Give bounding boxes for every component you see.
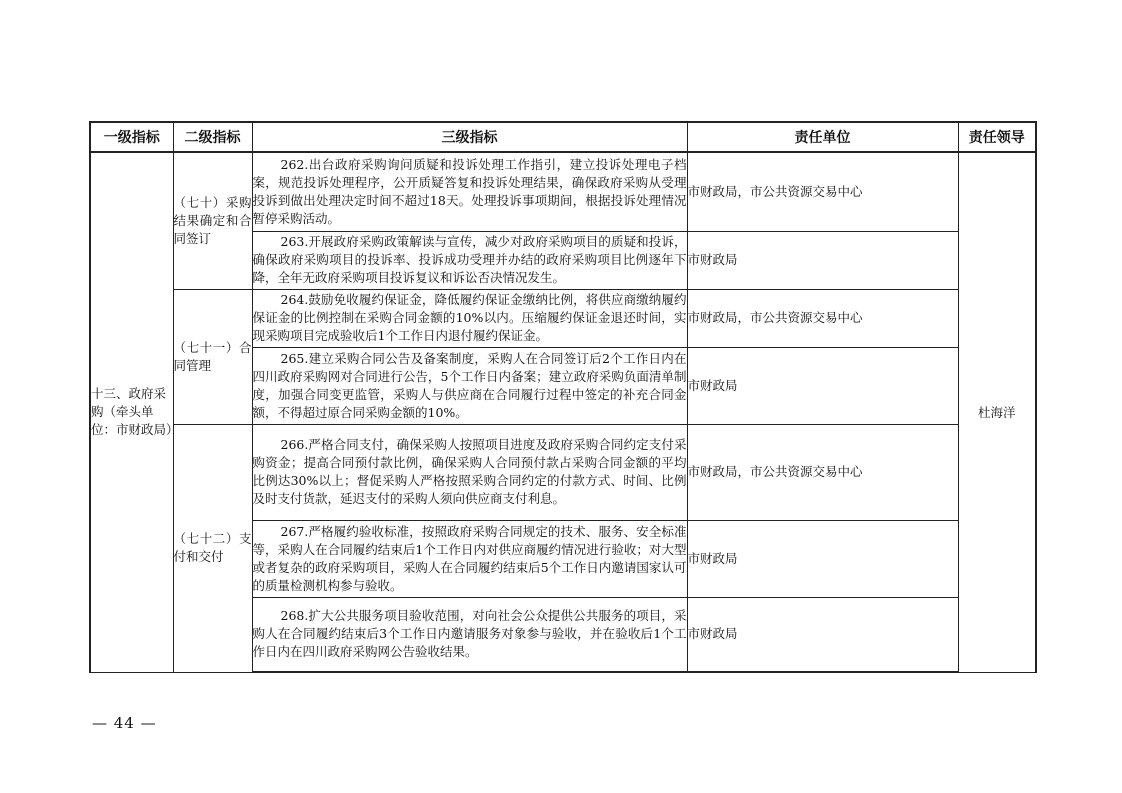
- table-row: [90, 152, 1036, 231]
- responsible-unit: 市财政局: [687, 231, 958, 289]
- page-number: — 44 —: [92, 714, 157, 732]
- header-row: [90, 122, 1036, 152]
- level2-indicator: （七十）采购结果确定和合同签订: [173, 152, 252, 289]
- responsible-leader: 杜海洋: [958, 152, 1036, 672]
- responsible-unit: 市财政局，市公共资源交易中心: [687, 289, 958, 347]
- header-responsible-unit: 责任单位: [687, 122, 958, 152]
- level2-indicator: （七十二）支付和交付: [173, 424, 252, 672]
- level3-indicator: 265.建立采购合同公告及备案制度，采购人在合同签订后2个工作日内在四川政府采购网对合同进行公告，5个工作日内备案；建立政府采购负面清单制度，加强合同变更监管，采购人与供应商在合同履行过程中签定的补充合同金额，不得超过原合同采购金额的10%。: [252, 347, 687, 424]
- responsible-unit: 市财政局，市公共资源交易中心: [687, 424, 958, 520]
- table-row: [90, 424, 1036, 520]
- header-level3: 三级指标: [252, 122, 687, 152]
- level3-indicator: 266.严格合同支付，确保采购人按照项目进度及政府采购合同约定支付采购资金；提高合同预付款比例，确保采购人合同预付款占采购合同金额的平均比例达30%以上；督促采购人严格按照采购合同约定的付款方式、时间、比例及时支付货款，延迟支付的采购人须向供应商支付利息。: [252, 424, 687, 520]
- level3-indicator: 264.鼓励免收履约保证金，降低履约保证金缴纳比例，将供应商缴纳履约保证金的比例控制在采购合同金额的10%以内。压缩履约保证金退还时间，实现采购项目完成验收后1个工作日内退付履约保证金。: [252, 289, 687, 347]
- table-row: [90, 289, 1036, 347]
- level3-indicator: 262.出台政府采购询问质疑和投诉处理工作指引，建立投诉处理电子档案，规范投诉处理程序，公开质疑答复和投诉处理结果，确保政府采购从受理投诉到做出处理决定时间不超过18天。处理投诉事项期间，根据投诉处理情况暂停采购活动。: [252, 152, 687, 231]
- indicator-table: [89, 121, 1037, 673]
- responsible-unit: 市财政局: [687, 520, 958, 597]
- level3-indicator: 263.开展政府采购政策解读与宣传，减少对政府采购项目的质疑和投诉，确保政府采购项目的投诉率、投诉成功受理并办结的政府采购项目比例逐年下降，全年无政府采购项目投诉复议和诉讼否决情况发生。: [252, 231, 687, 289]
- header-level1: 一级指标: [90, 122, 173, 152]
- header-level2: 二级指标: [173, 122, 252, 152]
- level3-indicator: 267.严格履约验收标准，按照政府采购合同规定的技术、服务、安全标准等，采购人在合同履约结束后1个工作日内对供应商履约情况进行验收；对大型或者复杂的政府采购项目，采购人在合同履约结束后5个工作日内邀请国家认可的质量检测机构参与验收。: [252, 520, 687, 597]
- responsible-unit: 市财政局，市公共资源交易中心: [687, 152, 958, 231]
- level1-indicator: 十三、政府采购（牵头单位：市财政局）: [90, 152, 173, 672]
- header-responsible-leader: 责任领导: [958, 122, 1036, 152]
- responsible-unit: 市财政局: [687, 347, 958, 424]
- level2-indicator: （七十一）合同管理: [173, 289, 252, 424]
- responsible-unit: 市财政局: [687, 597, 958, 672]
- level3-indicator: 268.扩大公共服务项目验收范围，对向社会公众提供公共服务的项目，采购人在合同履约结束后3个工作日内邀请服务对象参与验收，并在验收后1个工作日内在四川政府采购网公告验收结果。: [252, 597, 687, 672]
